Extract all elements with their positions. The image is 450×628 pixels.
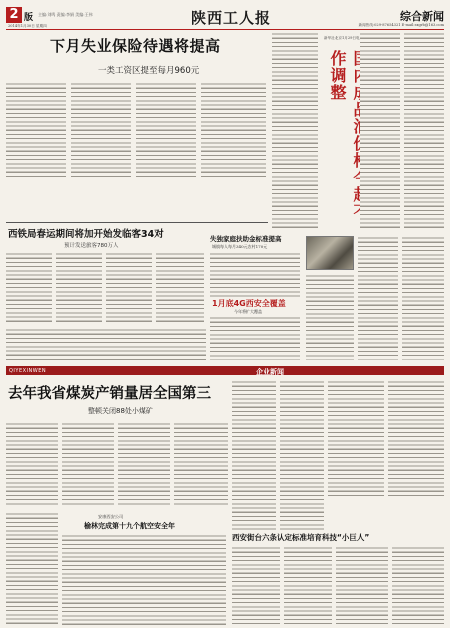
bottom-story <box>232 530 444 626</box>
bottom-story-col1 <box>232 546 280 624</box>
section-banner-label: 企业新闻 <box>256 367 284 376</box>
railway-story-col1 <box>6 252 52 324</box>
date-line: 2014年1月30日 星期四 <box>8 24 47 28</box>
network-story-subhead: 今年将扩大覆盖 <box>234 309 262 314</box>
network-story <box>210 298 302 362</box>
masthead <box>6 6 444 28</box>
family-aid-story <box>210 234 302 298</box>
railway-story-extra <box>6 328 206 362</box>
feature-subhead: 整顿关闭88处小煤矿 <box>88 407 153 415</box>
railway-story-col2 <box>56 252 102 324</box>
sidebar-kicker: 安康西安公司 <box>98 514 124 519</box>
vertical-story-right-col2 <box>404 32 444 228</box>
bottom-story-headline: 西安街台六条认定标准培育科技“小巨人” <box>232 533 370 542</box>
feature-col1 <box>6 422 58 506</box>
masthead-rule <box>6 29 444 30</box>
feature-right-col2 <box>280 380 324 530</box>
page-label: 版 <box>24 13 34 23</box>
feature-col4 <box>174 422 228 506</box>
railway-story <box>6 224 206 326</box>
right-col-text-a <box>306 274 354 360</box>
top-story-col1 <box>6 82 66 180</box>
family-aid-subhead: 城镇每人每月340元农村170元 <box>212 244 268 249</box>
sidebar-headline: 榆林完成第十九个航空安全年 <box>84 522 175 530</box>
news-photo <box>306 236 354 270</box>
page-number-badge: 2 <box>6 7 22 23</box>
right-col-text-b <box>358 236 398 360</box>
feature-right-col3 <box>328 380 384 498</box>
railway-story-col3 <box>106 252 152 324</box>
section-banner <box>6 366 444 375</box>
feature-col1-lower <box>6 512 58 626</box>
bottom-story-col3 <box>336 546 388 624</box>
sidebar-story <box>62 514 228 628</box>
vertical-story-tagline: 新华社北京1月29日电 <box>324 36 360 40</box>
top-story <box>6 32 268 222</box>
bottom-story-col4 <box>392 546 444 624</box>
paper-name: 陕西工人报 <box>191 9 272 27</box>
divider <box>6 222 268 223</box>
top-story-col4 <box>201 82 266 180</box>
feature-headline: 去年我省煤炭产销量居全国第三 <box>8 386 211 402</box>
railway-story-col4 <box>156 252 204 324</box>
contact-line: 新闻热线:029-87654321 E-mail:sxgrb@163.com <box>358 23 444 27</box>
vertical-story-left-col <box>272 32 318 228</box>
railway-story-subhead: 预计发送旅客780万人 <box>64 243 119 249</box>
railway-story-headline: 西铁局春运期间将加开始发临客34对 <box>8 229 164 240</box>
bottom-story-col2 <box>284 546 332 624</box>
section-name: 综合新闻 <box>400 10 444 23</box>
vertical-story-headline: 作调整 <box>328 50 347 101</box>
feature-right-col1 <box>232 380 276 530</box>
top-story-col3 <box>136 82 196 180</box>
vertical-story <box>272 32 444 232</box>
family-aid-text <box>210 252 300 298</box>
vertical-story-right-col1 <box>360 32 400 228</box>
section-banner-en: QIYEXINWEN <box>9 367 47 374</box>
feature-col2 <box>62 422 114 506</box>
top-story-headline: 下月失业保险待遇将提高 <box>50 37 221 55</box>
network-story-text <box>210 316 300 360</box>
network-story-headline: 1月底4G西安全覆盖 <box>212 299 286 308</box>
top-story-subhead: 一类工资区提至每月960元 <box>98 66 200 76</box>
top-story-col2 <box>71 82 131 180</box>
feature-right-col4 <box>388 380 444 498</box>
editor-credits: 主编:刘鸣 责编:李娟 美编:王伟 <box>38 12 93 17</box>
feature-col3 <box>118 422 170 506</box>
family-aid-headline: 失独家庭扶助金标准提高 <box>210 235 282 243</box>
right-col-text-c <box>402 236 444 360</box>
sidebar-text <box>62 534 226 626</box>
